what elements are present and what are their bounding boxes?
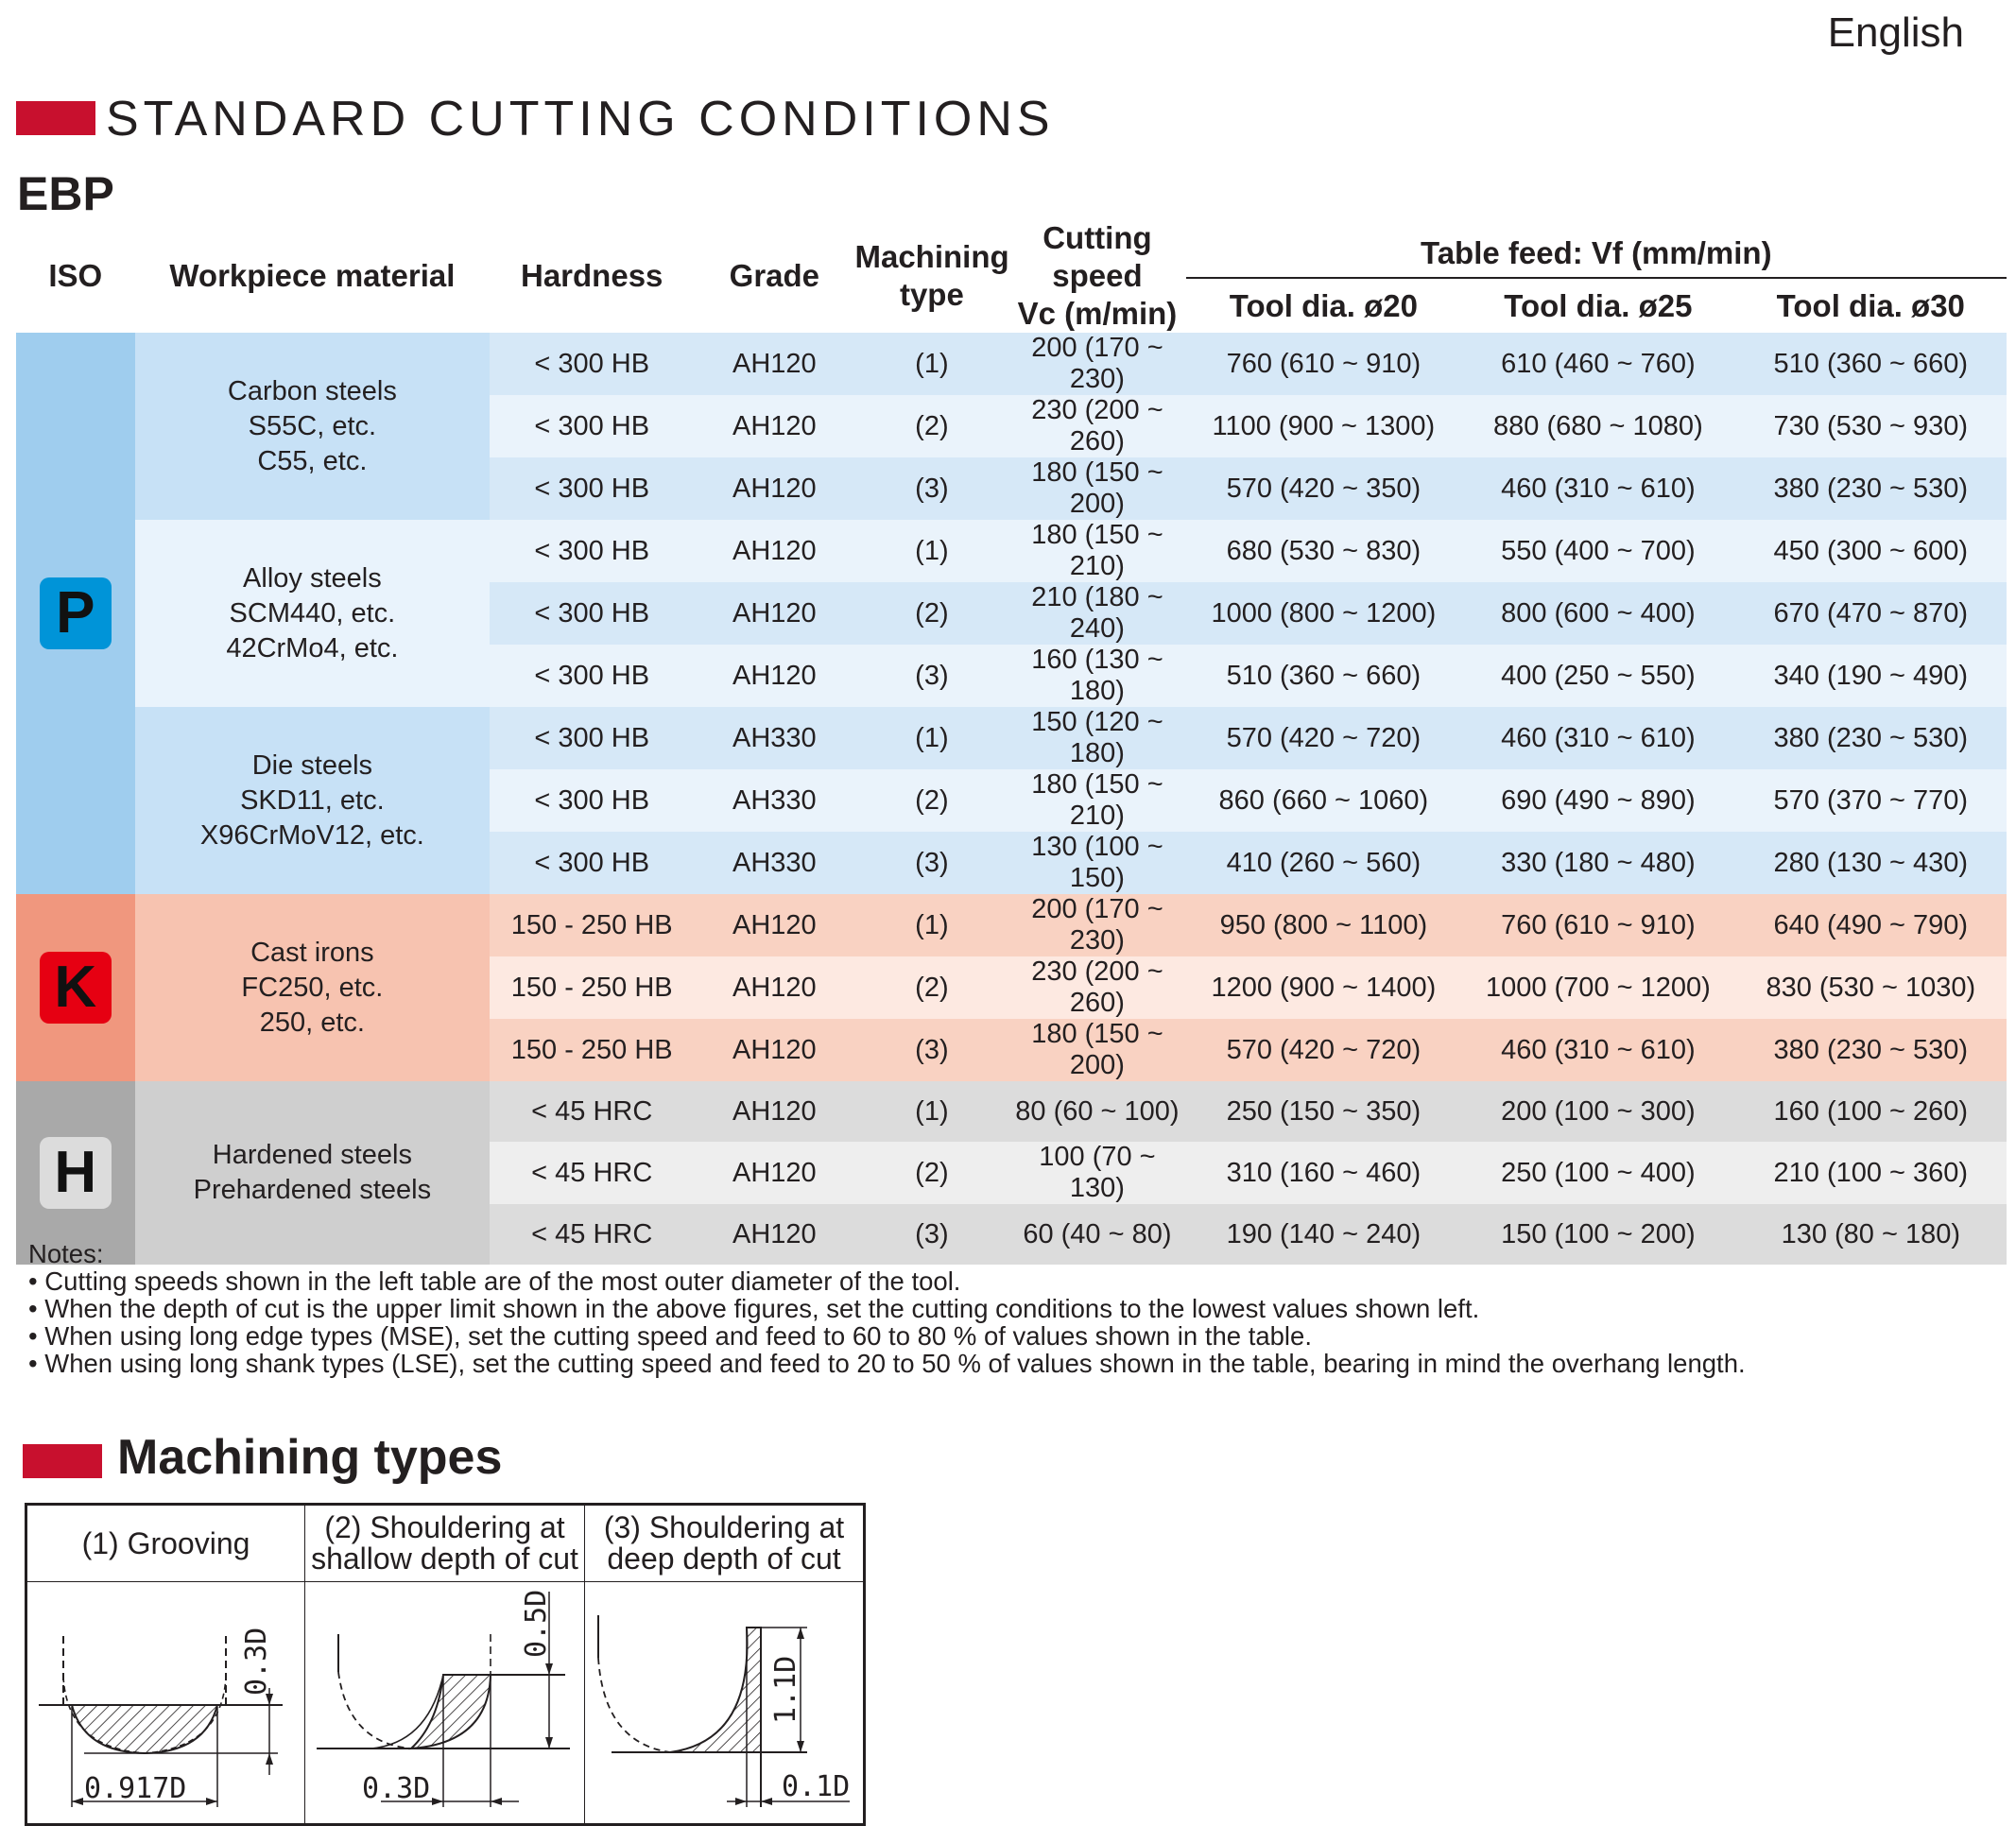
- iso-cell-h: [16, 1081, 135, 1265]
- cell-type: (1): [854, 333, 1008, 395]
- section-marker-bar: [23, 1444, 102, 1478]
- cell-vc: 230 (200 ~ 260): [1008, 956, 1185, 1019]
- cell-vc: 180 (150 ~ 210): [1008, 769, 1185, 832]
- cell-type: (2): [854, 1142, 1008, 1204]
- cell-grade: AH330: [694, 707, 854, 769]
- cell-d25: 760 (610 ~ 910): [1461, 894, 1734, 956]
- iso-badge-k: K: [40, 952, 112, 1024]
- cell-d30: 280 (130 ~ 430): [1735, 832, 2007, 894]
- cell-d20: 950 (800 ~ 1100): [1186, 894, 1462, 956]
- cell-type: (2): [854, 395, 1008, 457]
- cell-d30: 130 (80 ~ 180): [1735, 1204, 2007, 1265]
- machining-types-title: Machining types: [117, 1430, 503, 1485]
- table-row: [16, 333, 2007, 395]
- cell-d25: 460 (310 ~ 610): [1461, 1019, 1734, 1081]
- cell-d25: 460 (310 ~ 610): [1461, 707, 1734, 769]
- cell-vc: 160 (130 ~ 180): [1008, 645, 1185, 707]
- grooving-diagram: [27, 1582, 305, 1823]
- header-machining-type: Machining type: [854, 239, 1009, 312]
- cell-grade: AH120: [694, 894, 854, 956]
- iso-badge-h: H: [40, 1137, 112, 1209]
- header-tool-dia-25: Tool dia. ø25: [1504, 287, 1693, 323]
- cell-grade: AH120: [694, 1081, 854, 1142]
- type-2-header: (2) Shouldering at shallow depth of cut: [305, 1505, 585, 1582]
- cell-grade: AH120: [694, 582, 854, 645]
- product-code: EBP: [17, 167, 114, 220]
- cell-d20: 1100 (900 ~ 1300): [1186, 395, 1462, 457]
- table-row: [16, 894, 2007, 956]
- cell-hardness: < 300 HB: [490, 832, 694, 894]
- header-tool-dia-30: Tool dia. ø30: [1776, 287, 1965, 323]
- cell-d25: 250 (100 ~ 400): [1461, 1142, 1734, 1204]
- cell-grade: AH120: [694, 1204, 854, 1265]
- cell-grade: AH120: [694, 1019, 854, 1081]
- cell-type: (3): [854, 1204, 1008, 1265]
- dim-width-2: 0.3D: [362, 1772, 431, 1805]
- cell-d20: 680 (530 ~ 830): [1186, 520, 1462, 582]
- cell-type: (1): [854, 1081, 1008, 1142]
- cell-vc: 180 (150 ~ 210): [1008, 520, 1185, 582]
- cell-type: (3): [854, 832, 1008, 894]
- cell-d30: 830 (530 ~ 1030): [1735, 956, 2007, 1019]
- cutting-conditions-table: [16, 219, 2007, 1268]
- cell-d30: 380 (230 ~ 530): [1735, 1019, 2007, 1081]
- shallow-shouldering-diagram: [305, 1582, 583, 1823]
- cell-hardness: < 300 HB: [490, 333, 694, 395]
- cell-vc: 230 (200 ~ 260): [1008, 395, 1185, 457]
- cell-grade: AH120: [694, 645, 854, 707]
- cell-d30: 510 (360 ~ 660): [1735, 333, 2007, 395]
- cell-vc: 180 (150 ~ 200): [1008, 1019, 1185, 1081]
- cell-d20: 570 (420 ~ 350): [1186, 457, 1462, 520]
- material-carbon-steels: Carbon steels S55C, etc. C55, etc.: [135, 333, 491, 520]
- cell-type: (1): [854, 707, 1008, 769]
- cell-d20: 1200 (900 ~ 1400): [1186, 956, 1462, 1019]
- type-3-diagram: [585, 1582, 865, 1825]
- cell-d30: 380 (230 ~ 530): [1735, 457, 2007, 520]
- cell-d30: 340 (190 ~ 490): [1735, 645, 2007, 707]
- cell-type: (1): [854, 520, 1008, 582]
- cell-grade: AH120: [694, 457, 854, 520]
- cell-vc: 200 (170 ~ 230): [1008, 333, 1185, 395]
- cell-d25: 800 (600 ~ 400): [1461, 582, 1734, 645]
- note-item: • Cutting speeds shown in the left table are of the most outer diameter of the tool.: [28, 1266, 961, 1296]
- cell-hardness: 150 - 250 HB: [490, 956, 694, 1019]
- cell-hardness: < 300 HB: [490, 769, 694, 832]
- cell-hardness: < 45 HRC: [490, 1204, 694, 1265]
- cell-d20: 190 (140 ~ 240): [1186, 1204, 1462, 1265]
- cell-d25: 400 (250 ~ 550): [1461, 645, 1734, 707]
- dim-depth-2: 0.5D: [520, 1589, 553, 1658]
- cell-hardness: < 45 HRC: [490, 1081, 694, 1142]
- cell-grade: AH330: [694, 769, 854, 832]
- cell-d25: 460 (310 ~ 610): [1461, 457, 1734, 520]
- header-table-feed: Table feed: Vf (mm/min): [1186, 219, 2007, 278]
- cell-d30: 210 (100 ~ 360): [1735, 1142, 2007, 1204]
- iso-badge-p: P: [40, 577, 112, 649]
- cell-hardness: 150 - 250 HB: [490, 894, 694, 956]
- cell-d30: 570 (370 ~ 770): [1735, 769, 2007, 832]
- cell-d20: 570 (420 ~ 720): [1186, 1019, 1462, 1081]
- cell-d30: 160 (100 ~ 260): [1735, 1081, 2007, 1142]
- material-hardened-steels: Hardened steels Prehardened steels: [135, 1081, 491, 1265]
- cell-type: (2): [854, 956, 1008, 1019]
- type-1-diagram: [26, 1582, 305, 1825]
- notes: [28, 1240, 1746, 1377]
- note-item: • When the depth of cut is the upper limit shown in the above figures, set the cutting conditions to the lowest values shown left.: [28, 1294, 1480, 1323]
- cell-d25: 150 (100 ~ 200): [1461, 1204, 1734, 1265]
- cell-d20: 760 (610 ~ 910): [1186, 333, 1462, 395]
- cell-vc: 100 (70 ~ 130): [1008, 1142, 1185, 1204]
- material-alloy-steels: Alloy steels SCM440, etc. 42CrMo4, etc.: [135, 520, 491, 707]
- cell-d30: 450 (300 ~ 600): [1735, 520, 2007, 582]
- cell-hardness: < 300 HB: [490, 395, 694, 457]
- material-die-steels: Die steels SKD11, etc. X96CrMoV12, etc.: [135, 707, 491, 894]
- cell-type: (3): [854, 645, 1008, 707]
- cell-d30: 730 (530 ~ 930): [1735, 395, 2007, 457]
- iso-cell-p: [16, 333, 135, 894]
- iso-cell-k: [16, 894, 135, 1081]
- header-grade: Grade: [729, 258, 820, 293]
- type-2-diagram: [305, 1582, 585, 1825]
- header-cutting-speed: Cutting speed Vc (m/min): [1017, 220, 1178, 331]
- cell-type: (2): [854, 769, 1008, 832]
- note-item: • When using long edge types (MSE), set the cutting speed and feed to 60 to 80 % of values shown in the table.: [28, 1321, 1312, 1351]
- cell-grade: AH120: [694, 1142, 854, 1204]
- cell-vc: 200 (170 ~ 230): [1008, 894, 1185, 956]
- cell-d20: 570 (420 ~ 720): [1186, 707, 1462, 769]
- cell-vc: 60 (40 ~ 80): [1008, 1204, 1185, 1265]
- cell-grade: AH120: [694, 395, 854, 457]
- cell-d25: 690 (490 ~ 890): [1461, 769, 1734, 832]
- notes-heading: Notes:: [28, 1239, 104, 1268]
- cell-grade: AH330: [694, 832, 854, 894]
- cell-d20: 250 (150 ~ 350): [1186, 1081, 1462, 1142]
- cell-d25: 1000 (700 ~ 1200): [1461, 956, 1734, 1019]
- cell-hardness: < 300 HB: [490, 520, 694, 582]
- cell-type: (3): [854, 1019, 1008, 1081]
- type-3-header: (3) Shouldering at deep depth of cut: [585, 1505, 865, 1582]
- cell-d30: 640 (490 ~ 790): [1735, 894, 2007, 956]
- cell-d20: 860 (660 ~ 1060): [1186, 769, 1462, 832]
- cell-vc: 80 (60 ~ 100): [1008, 1081, 1185, 1142]
- cell-vc: 210 (180 ~ 240): [1008, 582, 1185, 645]
- dim-width-3: 0.1D: [782, 1770, 851, 1803]
- note-item: • When using long shank types (LSE), set the cutting speed and feed to 20 to 50 % of values shown in the table, bearing in mind the overhang length.: [28, 1349, 1746, 1378]
- dim-width-1: 0.917D: [84, 1772, 187, 1805]
- section-marker-bar: [16, 101, 95, 135]
- cell-d25: 610 (460 ~ 760): [1461, 333, 1734, 395]
- cell-d30: 670 (470 ~ 870): [1735, 582, 2007, 645]
- cell-d20: 410 (260 ~ 560): [1186, 832, 1462, 894]
- cell-d20: 510 (360 ~ 660): [1186, 645, 1462, 707]
- dim-depth-3: 1.1D: [769, 1655, 802, 1724]
- cell-hardness: < 300 HB: [490, 457, 694, 520]
- cell-d20: 1000 (800 ~ 1200): [1186, 582, 1462, 645]
- cell-type: (2): [854, 582, 1008, 645]
- language-label[interactable]: English: [1827, 9, 1964, 56]
- type-1-header: (1) Grooving: [26, 1505, 305, 1582]
- machining-types-table: [25, 1503, 866, 1826]
- cell-d30: 380 (230 ~ 530): [1735, 707, 2007, 769]
- header-tool-dia-20: Tool dia. ø20: [1229, 287, 1418, 323]
- cell-vc: 150 (120 ~ 180): [1008, 707, 1185, 769]
- cell-grade: AH120: [694, 333, 854, 395]
- cell-hardness: < 300 HB: [490, 645, 694, 707]
- cell-hardness: < 45 HRC: [490, 1142, 694, 1204]
- cell-grade: AH120: [694, 956, 854, 1019]
- dim-depth-1: 0.3D: [240, 1627, 273, 1696]
- cell-d25: 200 (100 ~ 300): [1461, 1081, 1734, 1142]
- cell-hardness: < 300 HB: [490, 582, 694, 645]
- cell-d20: 310 (160 ~ 460): [1186, 1142, 1462, 1204]
- cell-hardness: < 300 HB: [490, 707, 694, 769]
- cell-d25: 550 (400 ~ 700): [1461, 520, 1734, 582]
- header-iso: ISO: [48, 258, 103, 293]
- cell-type: (1): [854, 894, 1008, 956]
- cell-grade: AH120: [694, 520, 854, 582]
- cell-d25: 330 (180 ~ 480): [1461, 832, 1734, 894]
- header-hardness: Hardness: [521, 258, 663, 293]
- cell-vc: 180 (150 ~ 200): [1008, 457, 1185, 520]
- cell-vc: 130 (100 ~ 150): [1008, 832, 1185, 894]
- table-row: [16, 520, 2007, 582]
- section-title: STANDARD CUTTING CONDITIONS: [106, 92, 1055, 146]
- table-row: [16, 707, 2007, 769]
- deep-shouldering-diagram: [585, 1582, 863, 1823]
- header-material: Workpiece material: [169, 258, 456, 293]
- table-row: [16, 1081, 2007, 1142]
- cell-d25: 880 (680 ~ 1080): [1461, 395, 1734, 457]
- cell-hardness: 150 - 250 HB: [490, 1019, 694, 1081]
- material-cast-irons: Cast irons FC250, etc. 250, etc.: [135, 894, 491, 1081]
- cell-type: (3): [854, 457, 1008, 520]
